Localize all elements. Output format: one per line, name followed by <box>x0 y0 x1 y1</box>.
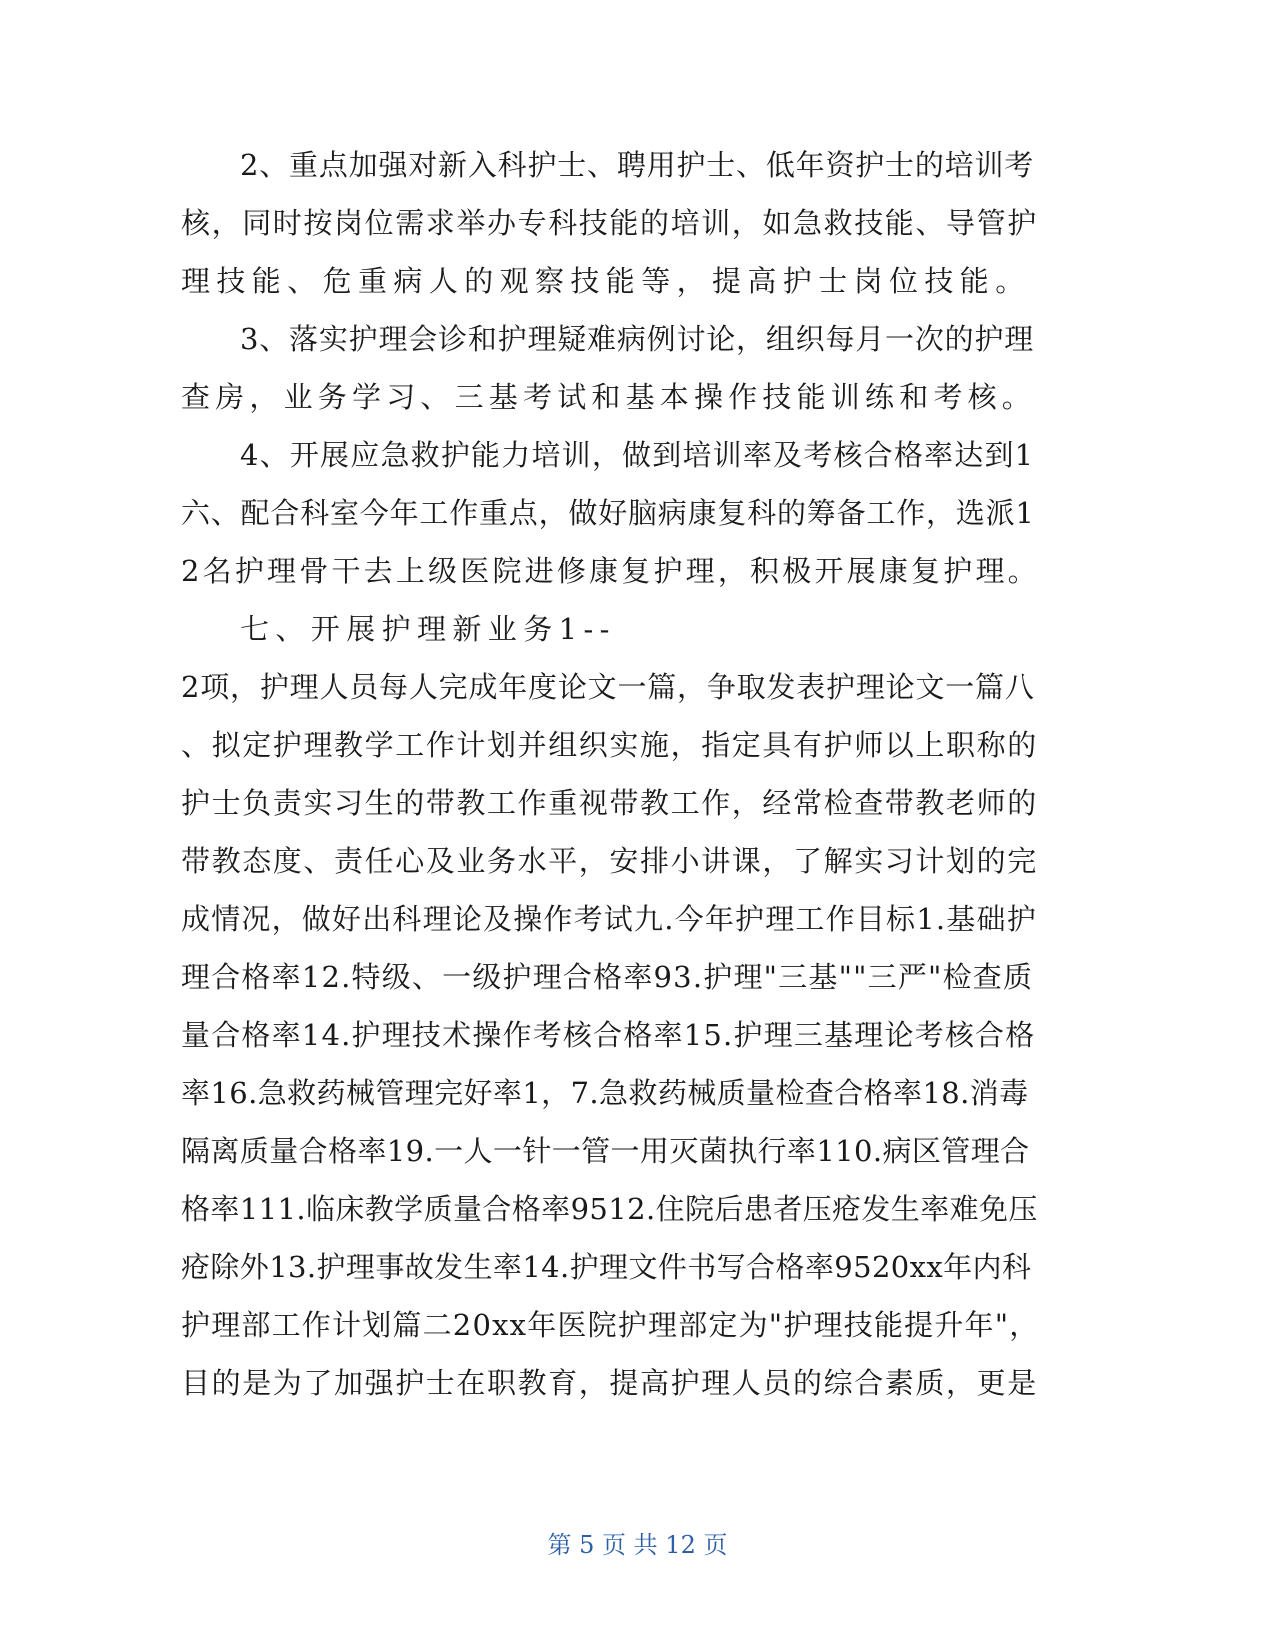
text-line: 率16.急救药械管理完好率1，7.急救药械质量检查合格率18.消毒 <box>181 1076 1029 1110</box>
text-line: 七、开展护理新业务1-- <box>240 612 616 646</box>
text-line: 六、配合科室今年工作重点，做好脑病康复科的筹备工作，选派1 <box>181 496 1035 530</box>
text-line: 核，同时按岗位需求举办专科技能的培训，如急救技能、导管护 <box>181 206 1038 240</box>
text-line: 理技能、危重病人的观察技能等，提高护士岗位技能。 <box>181 264 1031 298</box>
text-line: 3、落实护理会诊和护理疑难病例讨论，组织每月一次的护理 <box>240 322 1035 356</box>
text-line: 目的是为了加强护士在职教育，提高护理人员的综合素质，更是 <box>181 1366 1038 1400</box>
text-line: 疮除外13.护理事故发生率14.护理文件书写合格率9520xx年内科 <box>181 1250 1032 1284</box>
text-line: 、拟定护理教学工作计划并组织实施，指定具有护师以上职称的 <box>181 728 1038 762</box>
text-line: 护理部工作计划篇二20xx年医院护理部定为"护理技能提升年"， <box>181 1308 1040 1342</box>
text-line: 隔离质量合格率19.一人一针一管一用灭菌执行率110.病区管理合 <box>181 1134 1030 1168</box>
text-line: 成情况，做好出科理论及操作考试九.今年护理工作目标1.基础护 <box>181 902 1037 936</box>
text-line: 量合格率14.护理技术操作考核合格率15.护理三基理论考核合格 <box>181 1018 1036 1052</box>
text-line: 查房，业务学习、三基考试和基本操作技能训练和考核。 <box>181 380 1037 414</box>
text-line: 护士负责实习生的带教工作重视带教工作，经常检查带教老师的 <box>181 786 1038 820</box>
text-line: 4、开展应急救护能力培训，做到培训率及考核合格率达到1 <box>240 438 1035 472</box>
page-number-footer: 第 5 页 共 12 页 <box>547 1531 728 1559</box>
text-line: 2名护理骨干去上级医院进修康复护理，积极开展康复护理。 <box>181 554 1040 588</box>
text-line: 2项，护理人员每人完成年度论文一篇，争取发表护理论文一篇八 <box>181 670 1035 704</box>
text-line: 2、重点加强对新入科护士、聘用护士、低年资护士的培训考 <box>240 148 1035 182</box>
text-line: 带教态度、责任心及业务水平，安排小讲课，了解实习计划的完 <box>181 844 1038 878</box>
text-line: 格率111.临床教学质量合格率9512.住院后患者压疮发生率难免压 <box>181 1192 1038 1226</box>
text-line: 理合格率12.特级、一级护理合格率93.护理"三基""三严"检查质 <box>181 960 1034 994</box>
